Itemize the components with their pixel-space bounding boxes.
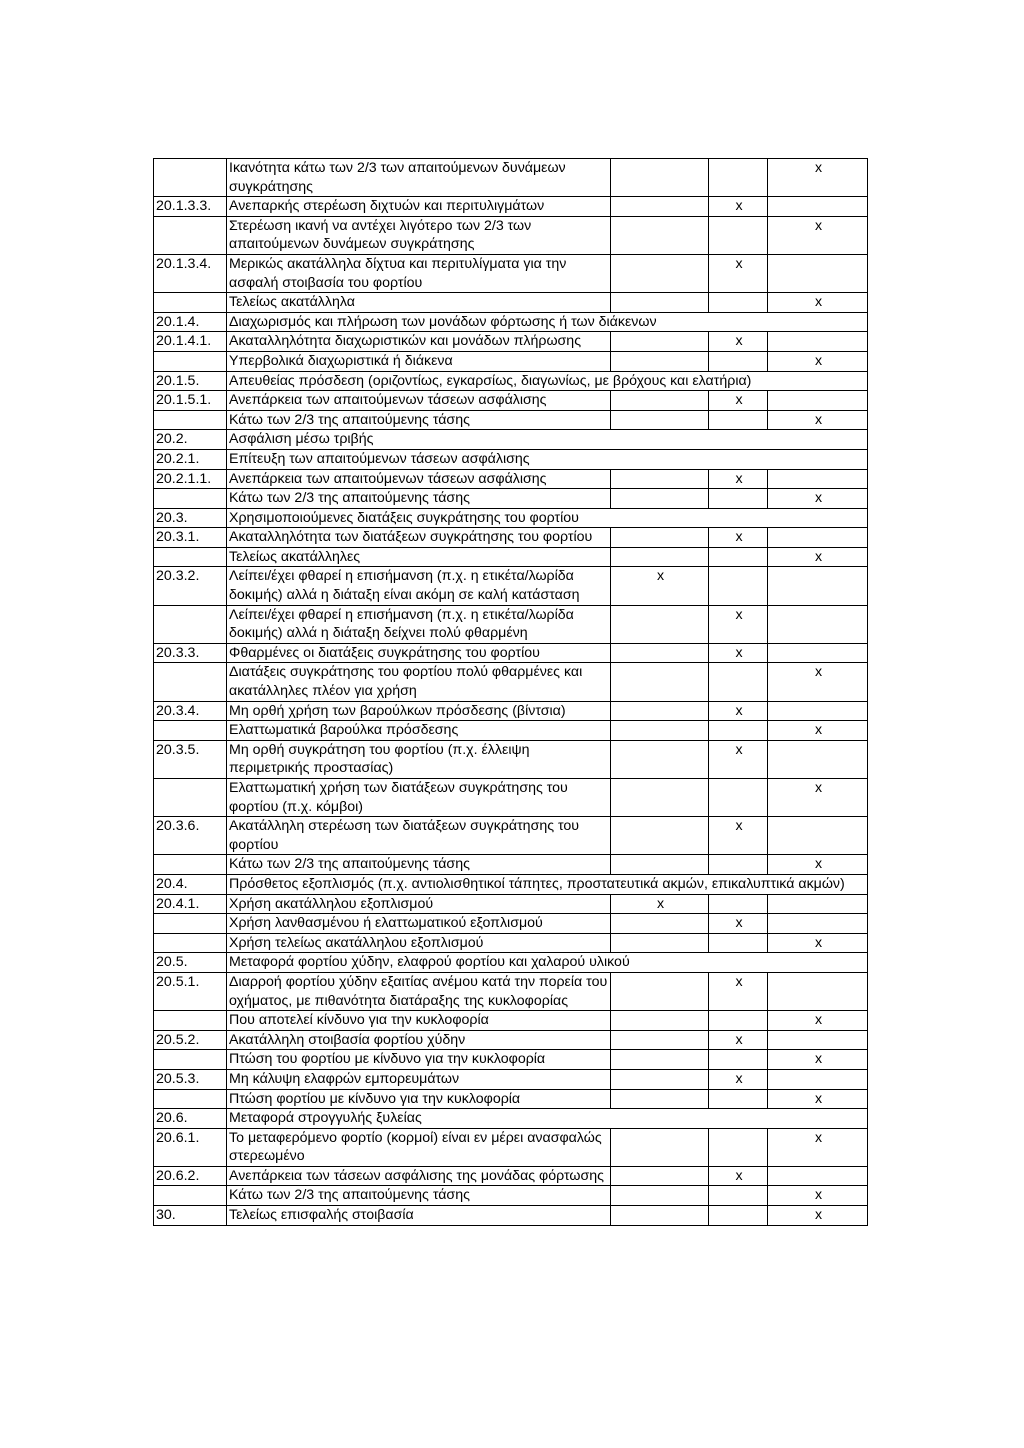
table-row [154, 933, 868, 953]
item-code: 20.1.5.1. [154, 391, 227, 411]
item-code [154, 1186, 227, 1206]
severity-cell-3 [768, 972, 868, 1010]
severity-cell-3 [768, 567, 868, 605]
severity-cell-1 [611, 701, 709, 721]
item-description: Κάτω των 2/3 της απαιτούμενης τάσης [227, 489, 611, 509]
severity-cell-1 [611, 254, 709, 292]
severity-cell-1 [611, 1089, 709, 1109]
item-code [154, 351, 227, 371]
item-description: Τελείως επισφαλής στοιβασία [227, 1206, 611, 1226]
item-code: 20.4.1. [154, 894, 227, 914]
severity-cell-1 [611, 779, 709, 817]
item-description: Πτώση του φορτίου με κίνδυνο για την κυκλοφορία [227, 1050, 611, 1070]
severity-mark: x [768, 1128, 868, 1166]
table-row [154, 489, 868, 509]
severity-mark: x [768, 351, 868, 371]
severity-mark: x [768, 779, 868, 817]
severity-mark: x [709, 740, 768, 778]
severity-cell-3 [768, 254, 868, 292]
item-code: 20.1.4. [154, 312, 227, 332]
item-code: 20.3.4. [154, 701, 227, 721]
severity-cell-3 [768, 391, 868, 411]
severity-mark: x [768, 1089, 868, 1109]
severity-cell-1 [611, 410, 709, 430]
severity-mark: x [709, 643, 768, 663]
severity-cell-1 [611, 197, 709, 217]
severity-cell-2 [709, 933, 768, 953]
severity-mark: x [709, 469, 768, 489]
severity-cell-3 [768, 605, 868, 643]
severity-cell-1 [611, 663, 709, 701]
severity-mark: x [709, 1030, 768, 1050]
item-description: Κάτω των 2/3 της απαιτούμενης τάσης [227, 410, 611, 430]
table-row [154, 874, 868, 894]
table-row [154, 371, 868, 391]
item-code: 20.5. [154, 953, 227, 973]
severity-mark: x [709, 197, 768, 217]
severity-cell-2 [709, 410, 768, 430]
severity-mark: x [611, 894, 709, 914]
severity-cell-3 [768, 469, 868, 489]
severity-cell-2 [709, 855, 768, 875]
severity-cell-1 [611, 547, 709, 567]
table-row [154, 1206, 868, 1226]
severity-mark: x [768, 547, 868, 567]
item-description: Ακατάλληλη στοιβασία φορτίου χύδην [227, 1030, 611, 1050]
table-row [154, 701, 868, 721]
item-description: Διαρροή φορτίου χύδην εξαιτίας ανέμου κατά την πορεία του οχήματος, με πιθανότητα διατάραξης της κυκλοφορίας [227, 972, 611, 1010]
severity-cell-1 [611, 1186, 709, 1206]
severity-cell-3 [768, 1030, 868, 1050]
item-code: 20.6.1. [154, 1128, 227, 1166]
severity-cell-1 [611, 1128, 709, 1166]
item-description: Μερικώς ακατάλληλα δίχτυα και περιτυλίγματα για την ασφαλή στοιβασία του φορτίου [227, 254, 611, 292]
severity-cell-1 [611, 391, 709, 411]
item-code [154, 216, 227, 254]
severity-cell-3 [768, 894, 868, 914]
item-code [154, 914, 227, 934]
table-row [154, 469, 868, 489]
severity-cell-1 [611, 1206, 709, 1226]
item-code [154, 1011, 227, 1031]
item-description: Ασφάλιση μέσω τριβής [227, 430, 868, 450]
item-description: Υπερβολικά διαχωριστικά ή διάκενα [227, 351, 611, 371]
severity-mark: x [768, 216, 868, 254]
item-description: Ανεπάρκεια των απαιτούμενων τάσεων ασφάλισης [227, 469, 611, 489]
table-row [154, 508, 868, 528]
table-row [154, 972, 868, 1010]
item-description: Ακαταλληλότητα διαχωριστικών και μονάδων πλήρωσης [227, 332, 611, 352]
severity-mark: x [709, 1166, 768, 1186]
severity-cell-3 [768, 740, 868, 778]
item-description: Μη ορθή συγκράτηση του φορτίου (π.χ. έλλειψη περιμετρικής προστασίας) [227, 740, 611, 778]
severity-cell-1 [611, 489, 709, 509]
table-row [154, 663, 868, 701]
severity-mark: x [709, 817, 768, 855]
item-code: 20.1.4.1. [154, 332, 227, 352]
severity-mark: x [611, 567, 709, 605]
severity-cell-1 [611, 469, 709, 489]
table-row [154, 449, 868, 469]
severity-mark: x [709, 972, 768, 1010]
severity-cell-1 [611, 643, 709, 663]
severity-mark: x [768, 663, 868, 701]
item-description: Κάτω των 2/3 της απαιτούμενης τάσης [227, 1186, 611, 1206]
severity-mark: x [768, 721, 868, 741]
severity-mark: x [768, 159, 868, 197]
severity-cell-3 [768, 197, 868, 217]
item-code [154, 410, 227, 430]
severity-mark: x [709, 914, 768, 934]
table-row [154, 254, 868, 292]
item-description: Ανεπαρκής στερέωση διχτυών και περιτυλιγμάτων [227, 197, 611, 217]
table-row [154, 894, 868, 914]
severity-cell-2 [709, 779, 768, 817]
severity-cell-3 [768, 332, 868, 352]
severity-cell-3 [768, 1069, 868, 1089]
severity-cell-1 [611, 1166, 709, 1186]
item-description: Διατάξεις συγκράτησης του φορτίου πολύ φθαρμένες και ακατάλληλες πλέον για χρήση [227, 663, 611, 701]
table-row [154, 216, 868, 254]
severity-cell-2 [709, 1128, 768, 1166]
severity-cell-2 [709, 489, 768, 509]
severity-mark: x [709, 391, 768, 411]
table-row [154, 197, 868, 217]
item-description: Τελείως ακατάλληλες [227, 547, 611, 567]
severity-cell-1 [611, 332, 709, 352]
severity-cell-3 [768, 817, 868, 855]
item-code [154, 489, 227, 509]
item-code: 20.3.6. [154, 817, 227, 855]
item-description: Στερέωση ικανή να αντέχει λιγότερο των 2/3 των απαιτούμενων δυνάμεων συγκράτησης [227, 216, 611, 254]
severity-mark: x [768, 1186, 868, 1206]
severity-cell-1 [611, 972, 709, 1010]
severity-cell-2 [709, 894, 768, 914]
item-code [154, 1089, 227, 1109]
severity-mark: x [768, 933, 868, 953]
severity-mark: x [709, 332, 768, 352]
severity-mark: x [768, 410, 868, 430]
table-row [154, 1030, 868, 1050]
item-description: Ακαταλληλότητα των διατάξεων συγκράτησης του φορτίου [227, 528, 611, 548]
severity-cell-1 [611, 740, 709, 778]
item-description: Ελαττωματική χρήση των διατάξεων συγκράτησης του φορτίου (π.χ. κόμβοι) [227, 779, 611, 817]
severity-cell-2 [709, 1186, 768, 1206]
item-description: Μη κάλυψη ελαφρών εμπορευμάτων [227, 1069, 611, 1089]
item-description: Χρησιμοποιούμενες διατάξεις συγκράτησης του φορτίου [227, 508, 868, 528]
item-description: Τελείως ακατάλληλα [227, 293, 611, 313]
item-description: Ανεπάρκεια των απαιτούμενων τάσεων ασφάλισης [227, 391, 611, 411]
severity-mark: x [768, 293, 868, 313]
severity-mark: x [709, 605, 768, 643]
table-row [154, 528, 868, 548]
table-row [154, 1166, 868, 1186]
item-code: 20.1.3.4. [154, 254, 227, 292]
severity-cell-1 [611, 605, 709, 643]
item-code [154, 547, 227, 567]
table-row [154, 855, 868, 875]
table-row [154, 159, 868, 197]
item-code: 20.5.3. [154, 1069, 227, 1089]
severity-cell-1 [611, 293, 709, 313]
severity-cell-2 [709, 1206, 768, 1226]
item-code: 20.5.1. [154, 972, 227, 1010]
table-row [154, 410, 868, 430]
table-row [154, 817, 868, 855]
item-description: Χρήση λανθασμένου ή ελαττωματικού εξοπλισμού [227, 914, 611, 934]
table-row [154, 914, 868, 934]
severity-cell-2 [709, 547, 768, 567]
table-row [154, 293, 868, 313]
severity-cell-2 [709, 1011, 768, 1031]
deficiency-table [153, 158, 868, 1226]
table-row [154, 1089, 868, 1109]
severity-mark: x [709, 1069, 768, 1089]
table-body [154, 159, 868, 1226]
item-code: 20.3. [154, 508, 227, 528]
item-code: 20.1.3.3. [154, 197, 227, 217]
table-row [154, 391, 868, 411]
item-code [154, 933, 227, 953]
item-code [154, 293, 227, 313]
item-description: Απευθείας πρόσδεση (οριζοντίως, εγκαρσίως, διαγωνίως, με βρόχους και ελατήρια) [227, 371, 868, 391]
item-code [154, 779, 227, 817]
severity-cell-1 [611, 855, 709, 875]
item-code: 20.6. [154, 1109, 227, 1129]
table-row [154, 312, 868, 332]
item-code: 20.1.5. [154, 371, 227, 391]
severity-cell-1 [611, 1030, 709, 1050]
severity-mark: x [768, 489, 868, 509]
severity-cell-1 [611, 817, 709, 855]
item-code: 20.2.1. [154, 449, 227, 469]
item-description: Φθαρμένες οι διατάξεις συγκράτησης του φορτίου [227, 643, 611, 663]
severity-cell-2 [709, 293, 768, 313]
item-code: 20.3.2. [154, 567, 227, 605]
severity-cell-2 [709, 567, 768, 605]
severity-cell-1 [611, 914, 709, 934]
item-description: Λείπει/έχει φθαρεί η επισήμανση (π.χ. η ετικέτα/λωρίδα δοκιμής) αλλά η διάταξη είναι ακόμη σε καλή κατάσταση [227, 567, 611, 605]
table-row [154, 1069, 868, 1089]
table-row [154, 605, 868, 643]
item-code [154, 605, 227, 643]
severity-mark: x [709, 528, 768, 548]
item-code: 20.4. [154, 874, 227, 894]
item-description: Χρήση ακατάλληλου εξοπλισμού [227, 894, 611, 914]
severity-cell-3 [768, 701, 868, 721]
table-row [154, 1109, 868, 1129]
item-code [154, 159, 227, 197]
table-row [154, 567, 868, 605]
item-code: 20.3.3. [154, 643, 227, 663]
table-row [154, 430, 868, 450]
table-row [154, 643, 868, 663]
item-description: Ανεπάρκεια των τάσεων ασφάλισης της μονάδας φόρτωσης [227, 1166, 611, 1186]
item-description: Πτώση φορτίου με κίνδυνο για την κυκλοφορία [227, 1089, 611, 1109]
severity-mark: x [768, 1011, 868, 1031]
severity-cell-1 [611, 1011, 709, 1031]
item-description: Μεταφορά φορτίου χύδην, ελαφρού φορτίου και χαλαρού υλικού [227, 953, 868, 973]
item-code [154, 721, 227, 741]
table-row [154, 740, 868, 778]
severity-cell-1 [611, 351, 709, 371]
severity-cell-1 [611, 933, 709, 953]
item-description: Ελαττωματικά βαρούλκα πρόσδεσης [227, 721, 611, 741]
table-row [154, 332, 868, 352]
item-description: Που αποτελεί κίνδυνο για την κυκλοφορία [227, 1011, 611, 1031]
severity-cell-2 [709, 1089, 768, 1109]
severity-cell-1 [611, 159, 709, 197]
table-row [154, 721, 868, 741]
severity-cell-2 [709, 1050, 768, 1070]
item-code: 20.2. [154, 430, 227, 450]
table-row [154, 547, 868, 567]
item-description: Λείπει/έχει φθαρεί η επισήμανση (π.χ. η ετικέτα/λωρίδα δοκιμής) αλλά η διάταξη δείχνει πολύ φθαρμένη [227, 605, 611, 643]
severity-cell-2 [709, 721, 768, 741]
item-description: Διαχωρισμός και πλήρωση των μονάδων φόρτωσης ή των διάκενων [227, 312, 868, 332]
item-description: Ικανότητα κάτω των 2/3 των απαιτούμενων δυνάμεων συγκράτησης [227, 159, 611, 197]
severity-mark: x [768, 855, 868, 875]
table-row [154, 779, 868, 817]
item-code [154, 1050, 227, 1070]
item-description: Μεταφορά στρογγυλής ξυλείας [227, 1109, 868, 1129]
severity-cell-1 [611, 1050, 709, 1070]
item-code: 20.3.1. [154, 528, 227, 548]
table-row [154, 1128, 868, 1166]
item-code: 20.5.2. [154, 1030, 227, 1050]
severity-cell-1 [611, 528, 709, 548]
table-row [154, 953, 868, 973]
item-description: Πρόσθετος εξοπλισμός (π.χ. αντιολισθητικοί τάπητες, προστατευτικά ακμών, επικαλυπτικά ακμών) [227, 874, 868, 894]
item-description: Μη ορθή χρήση των βαρούλκων πρόσδεσης (βίντσια) [227, 701, 611, 721]
severity-cell-2 [709, 216, 768, 254]
severity-cell-2 [709, 663, 768, 701]
severity-cell-2 [709, 159, 768, 197]
severity-mark: x [709, 701, 768, 721]
item-description: Επίτευξη των απαιτούμενων τάσεων ασφάλισης [227, 449, 868, 469]
severity-cell-1 [611, 216, 709, 254]
table-row [154, 351, 868, 371]
item-code [154, 855, 227, 875]
item-description: Ακατάλληλη στερέωση των διατάξεων συγκράτησης του φορτίου [227, 817, 611, 855]
item-code: 20.2.1.1. [154, 469, 227, 489]
item-code: 20.6.2. [154, 1166, 227, 1186]
severity-cell-1 [611, 721, 709, 741]
severity-mark: x [768, 1206, 868, 1226]
severity-cell-3 [768, 914, 868, 934]
table-row [154, 1186, 868, 1206]
severity-mark: x [709, 254, 768, 292]
severity-cell-1 [611, 1069, 709, 1089]
item-description: Χρήση τελείως ακατάλληλου εξοπλισμού [227, 933, 611, 953]
table-row [154, 1011, 868, 1031]
item-description: Κάτω των 2/3 της απαιτούμενης τάσης [227, 855, 611, 875]
table-row [154, 1050, 868, 1070]
item-code: 20.3.5. [154, 740, 227, 778]
severity-cell-2 [709, 351, 768, 371]
severity-cell-3 [768, 643, 868, 663]
item-description: Το μεταφερόμενο φορτίο (κορμοί) είναι εν μέρει ανασφαλώς στερεωμένο [227, 1128, 611, 1166]
severity-mark: x [768, 1050, 868, 1070]
severity-cell-3 [768, 1166, 868, 1186]
item-code: 30. [154, 1206, 227, 1226]
severity-cell-3 [768, 528, 868, 548]
item-code [154, 663, 227, 701]
